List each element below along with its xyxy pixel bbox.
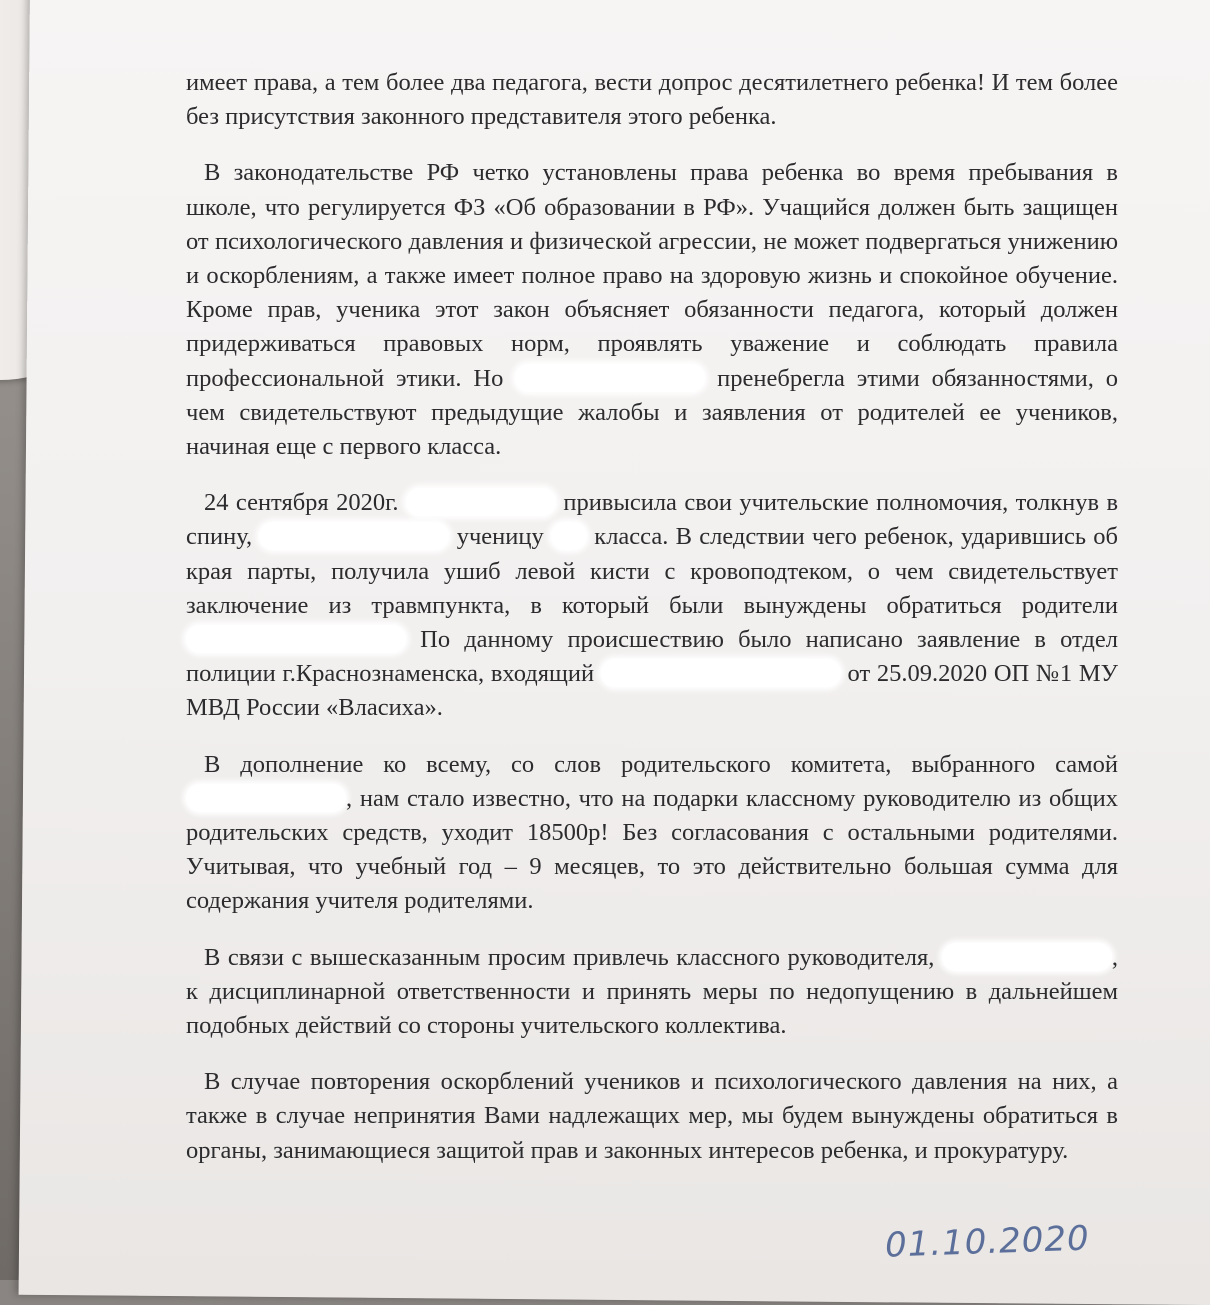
paragraph-3-text-b: ученицу [456, 523, 544, 551]
redacted-teacher-name-2 [942, 943, 1112, 971]
paragraph-3-text-e: от 25.09.2020 ОП №1 МУ МВД России «Власиха». [186, 660, 1119, 722]
paragraph-4-text-start: В дополнение ко всему, со слов родительского комитета, выбранного самой [204, 750, 1118, 778]
paragraph-1 [186, 66, 1118, 134]
paragraph-2-text-end: пренебрегла этими обязанностями, о чем свидетельствуют предыдущие жалобы и заявления от родителей ее учеников, начиная еще с первого класса. [186, 364, 1118, 461]
redacted-student-name [259, 522, 449, 550]
redacted-class [551, 522, 587, 550]
redacted-teacher-name [406, 488, 556, 516]
paragraph-1-text: имеет права, а тем более два педагога, вести допрос десятилетнего ребенка! И тем более без присутствия законного представителя этого ребенка. [186, 69, 1118, 131]
redacted-name-2 [186, 784, 346, 812]
paragraph-5 [186, 941, 1118, 1044]
paragraph-5-text-end: , к дисциплинарной ответственности и принять меры по недопущению в дальнейшем подобных действий со стороны учительского коллектива. [186, 943, 1118, 1040]
redacted-parents-name [186, 625, 406, 653]
paragraph-2-text-start: В законодательстве РФ четко установлены права ребенка во время пребывания в школе, что регулируется ФЗ «Об образовании в РФ». Учащийся должен быть защищен от психологического давления и физической агрессии, не может подвергаться унижению и оскорблениям, а также имеет полное право на здоровую жизнь и спокойное обучение. Кроме прав, ученика этот закон объясняет обязанности педагога, который должен придерживаться правовых норм, проявлять уважение и соблюдать правила профессиональной этики. Но [186, 159, 1118, 392]
paragraph-3 [186, 486, 1118, 725]
redacted-registration-number [601, 659, 841, 687]
paragraph-3-date: 24 сентября 2020г. [204, 489, 399, 517]
paragraph-3-text-d: По данному происшествию было написано заявление в отдел полиции г.Краснознаменска, входящий [186, 626, 1119, 688]
paragraph-6 [186, 1065, 1118, 1168]
paragraph-6-text: В случае повторения оскорблений учеников и психологического давления на них, а также в случае непринятия Вами надлежащих мер, мы будем вынуждены обратиться в органы, занимающиеся защитой прав и законных интересов ребенка, и прокуратуру. [186, 1068, 1118, 1164]
paragraph-3-text-c: класса. В следствии чего ребенок, ударившись об края парты, получила ушиб левой кисти с кровоподтеком, о чем свидетельствует заключение из травмпункта, в который были вынуждены обратиться родители [186, 523, 1118, 619]
paragraph-5-text-start: В связи с вышесказанным просим привлечь классного руководителя, [204, 943, 935, 971]
redacted-name [515, 364, 705, 392]
paragraph-2 [186, 156, 1118, 464]
paragraph-4-text-end: , нам стало известно, что на подарки классному руководителю из общих родительских средств, уходит 18500р! Без согласования с остальными родителями. Учитывая, что учебный год – 9 месяцев, то это действительно большая сумма для содержания учителя родителями. [186, 784, 1118, 915]
handwritten-date: 01.10.2020 [884, 1218, 1091, 1266]
letter-body [186, 66, 1118, 1190]
paragraph-3-text-a: привысила свои учительские полномочия, толкнув в спину, [186, 489, 1119, 551]
paragraph-4 [186, 748, 1118, 919]
